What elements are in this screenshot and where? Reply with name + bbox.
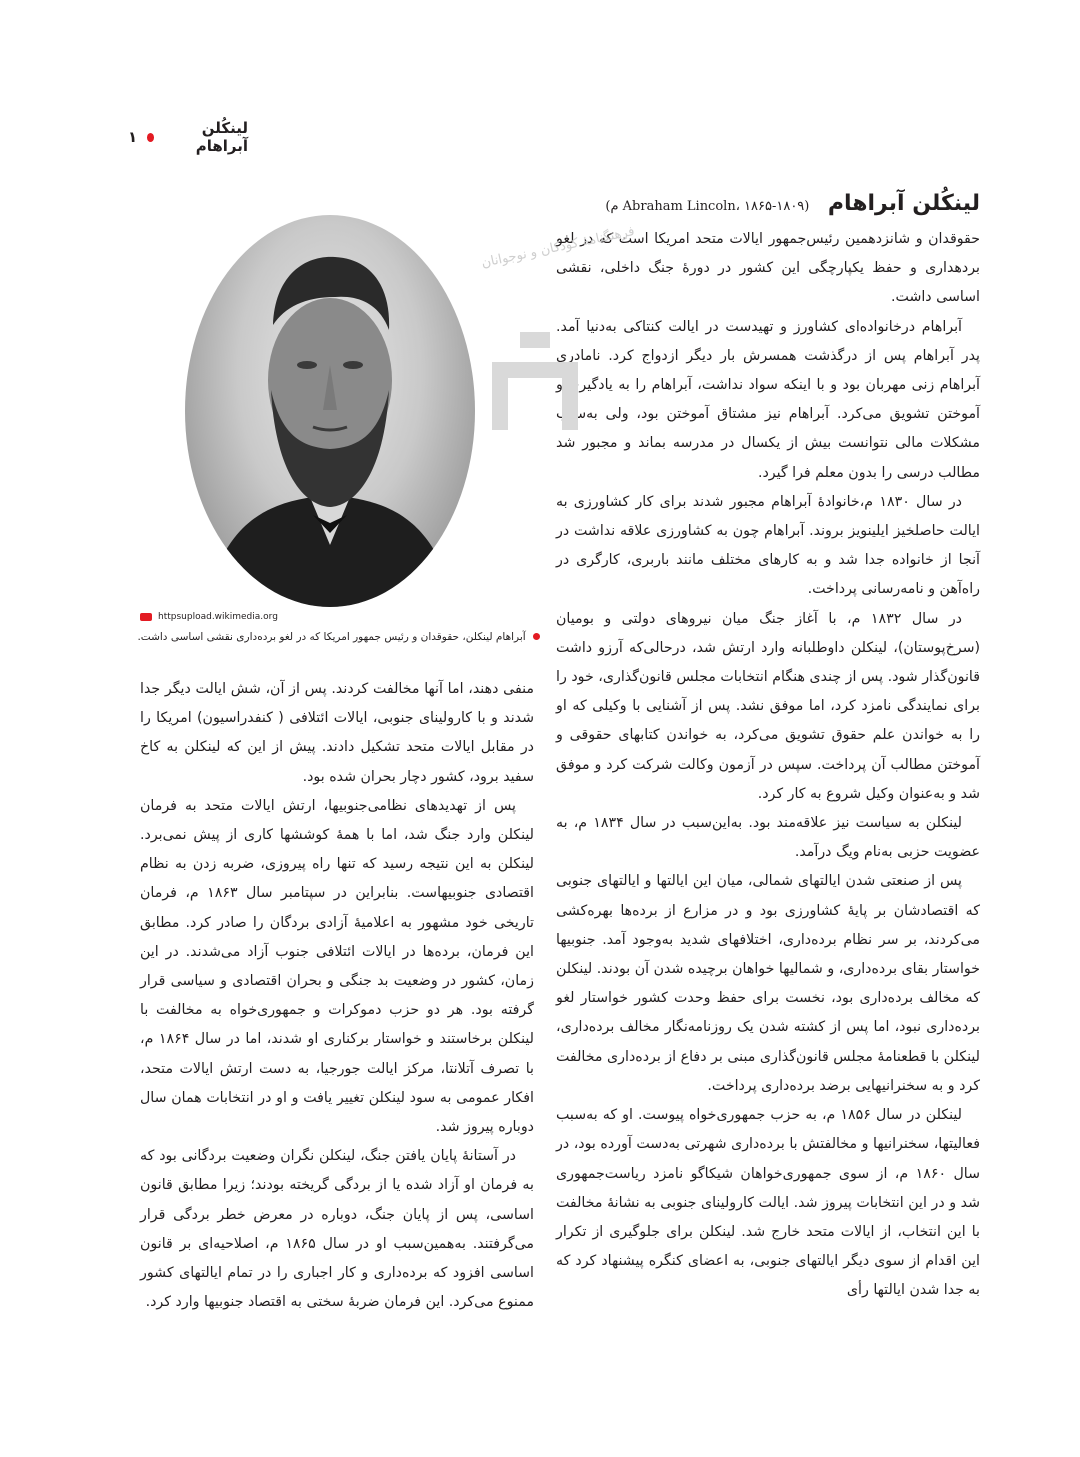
article-title-sub: (Abraham Lincoln، ۱۸۶۵-۱۸۰۹ م) (605, 199, 810, 214)
paragraph: پس از تهدیدهای نظامی‌جنوبیها، ارتش ایالات متحد به فرمان لینکلن وارد جنگ شد، اما با همهٔ کوششها کاری از پیش نمی‌برد. لینکلن به این نتیجه رسید که تنها راه پیروزی، ضربه زدن به نظام اقتصادی جنوبیهاست. بنابراین در سپتامبر سال ۱۸۶۳ م، فرمان تاریخی خود مشهور به اعلامیهٔ آزادی بردگان را صادر کرد. مطابق این فرمان، برده‌ها در ایالات ائتلافی جنوب آزاد می‌شدند. در این زمان، کشور در وضعیت بد جنگی و بحران اقتصادی و سیاسی قرار گرفته بود. هر دو حزب دموکرات و جمهوری‌خواه به مخالفت با لینکلن برخاستند و خواستار برکناری او شدند، اما در سال ۱۸۶۴ م، با تصرف آتلانتا، مرکز ایالت جورجیا، به دست ارتش ایالات متحد، افکار عمومی به سود لینکلن تغییر یافت و او در انتخابات همان سال دوباره پیروز شد. (140, 797, 535, 1136)
credit-text: httpsupload.wikimedia.org (158, 612, 278, 622)
camera-icon (140, 613, 152, 621)
red-dot-icon (533, 633, 540, 640)
red-dot-icon (147, 133, 154, 142)
paragraph: لینکلن به سیاست نیز علاقه‌مند بود. به‌این‌سبب در سال ۱۸۳۴ م، به عضویت حزبی به‌نام ویگ درآمد. (556, 815, 980, 861)
paragraph: حقوقدان و شانزدهمین رئیس‌جمهور ایالات متحد امریکا است که در لغو بردهداری و حفظ یکپارچگی این کشور در دورهٔ جنگ داخلی، نقشی اساسی داشت. (556, 231, 980, 306)
paragraph: منفی دهند، اما آنها مخالفت کردند. پس از آن، شش ایالت دیگر جدا شدند و با کارولینای جنوبی، ایالات ائتلافی ( کنفدراسیون) امریکا را در مقابل ایالات متحد تشکیل دادند. پیش از این که لینکلن به کاخ سفید برود، کشور دچار بحران شده بود. (140, 681, 534, 785)
article-right-column (556, 186, 980, 1306)
article-title: لینکُلن آبراهام (827, 191, 980, 216)
running-header (128, 119, 248, 155)
portrait-illustration (185, 215, 475, 607)
article-heading (556, 186, 980, 225)
paragraph: آبراهام درخانواده‌ای کشاورز و تهیدست در ایالت کنتاکی به‌دنیا آمد. پدر آبراهام پس از درگذشت همسرش بار دیگر ازدواج کرد. نامادری آبراهام زنی مهربان بود و با اینکه سواد نداشت، آبراهام را به یادگیری و آموختن تشویق می‌کرد. آبراهام نیز مشتاق آموختن بود، ولی به‌سبب مشکلات مالی نتوانست بیش از یکسال در مدرسه بماند و مجبور شد مطالب درسی را بدون معلم فرا گیرد. (556, 318, 980, 481)
image-credit (140, 612, 278, 622)
running-title: لینکُلن آبراهام (195, 119, 248, 155)
page-number: ۱ (128, 128, 138, 146)
figure-caption (130, 630, 540, 645)
lincoln-portrait (185, 215, 475, 607)
caption-text: آبراهام لینکلن، حقوقدان و رئیس جمهور امریکا که در لغو برده‌داری نقشی اساسی داشت. (137, 631, 526, 643)
paragraph: لینکلن در سال ۱۸۵۶ م، به حزب جمهوری‌خواه پیوست. او که به‌سبب فعالیتها، سخنرانیها و مخالفتش با برده‌داری شهرتی به‌دست آورده بود، در سال ۱۸۶۰ م، از سوی جمهوری‌خواهان شیکاگو نامزد ریاست‌جمهوری شد و در این انتخابات پیروز شد. ایالت کارولینای جنوبی به نشانهٔ مخالفت با این انتخاب، از ایالات متحد خارج شد. لینکلن برای جلوگیری از تکرار این اقدام از سوی دیگر ایالتهای جنوبی، به اعضای کنگره پیشنهاد کرد که به جدا شدن ایالتها رأی (556, 1107, 980, 1299)
watermark-text: فرهنگنامهٔ کودکان و نوجوانان (480, 223, 636, 272)
paragraph: پس از صنعتی شدن ایالتهای شمالی، میان این ایالتها و ایالتهای جنوبی که اقتصادشان بر پایهٔ کشاورزی بود و در مزارع از برده‌ها بهره‌کشی می‌کردند، بر سر نظام برده‌داری، اختلافهای شدید به‌وجود آمد. جنوبیها خواستار بقای برده‌داری، و شمالیها خواهان برچیده شدن آن بودند. لینکلن که مخالف برده‌داری بود، نخست برای حفظ وحدت کشور خواستار لغو برده‌داری نبود، اما پس از کشته شدن یک روزنامه‌نگار مخالف برده‌داری، لینکلن با قطعنامهٔ مجلس قانون‌گذاری مبنی بر دفاع از برده‌داری مخالفت کرد و به سخنرانیهایی برضد برده‌داری پرداخت. (556, 873, 980, 1094)
paragraph: در سال ۱۸۳۲ م، با آغاز جنگ میان نیروهای دولتی و بومیان (سرخ‌پوستان)، لینکلن داوطلبانه وارد ارتش شد، درحالی‌که آرزو داشت قانون‌گذار شود. پس از چندی هنگام انتخابات مجلس قانون‌گذاری، خود را برای نمایندگی نامزد کرد، اما موفق نشد. پس از آشنایی با وکیلی که او را به خواندن علم حقوق تشویق می‌کرد، به خواندن کتابهای حقوقی و آموختن مطالب آن پرداخت. سپس در آزمون وکالت شرکت کرد و موفق شد و به‌عنوان وکیل شروع به کار کرد. (556, 610, 980, 802)
paragraph: در سال ۱۸۳۰ م،خانوادهٔ آبراهام مجبور شدند برای کار کشاورزی به ایالت حاصلخیز ایلینویز بروند. آبراهام چون به کشاورزی علاقه نداشت در آنجا از خانواده جدا شد و به کارهای مختلف مانند باربری، کارگری در راه‌آهن و نامه‌رسانی پرداخت. (556, 493, 980, 598)
paragraph: در آستانهٔ پایان یافتن جنگ، لینکلن نگران وضعیت بردگانی بود که به فرمان او آزاد شده یا از بردگی گریخته بودند؛ زیرا مطابق قانون اساسی، پس از پایان جنگ، دوباره در معرض خطر بردگی قرار می‌گرفتند. به‌همین‌سبب او در سال ۱۸۶۵ م، اصلاحیه‌ای بر قانون اساسی افزود که برده‌داری و کار اجباری را در تمام ایالتهای کشور ممنوع می‌کرد. این فرمان ضربهٔ سختی به اقتصاد جنوبیها وارد کرد. (140, 1148, 535, 1311)
article-left-column (140, 675, 534, 1317)
